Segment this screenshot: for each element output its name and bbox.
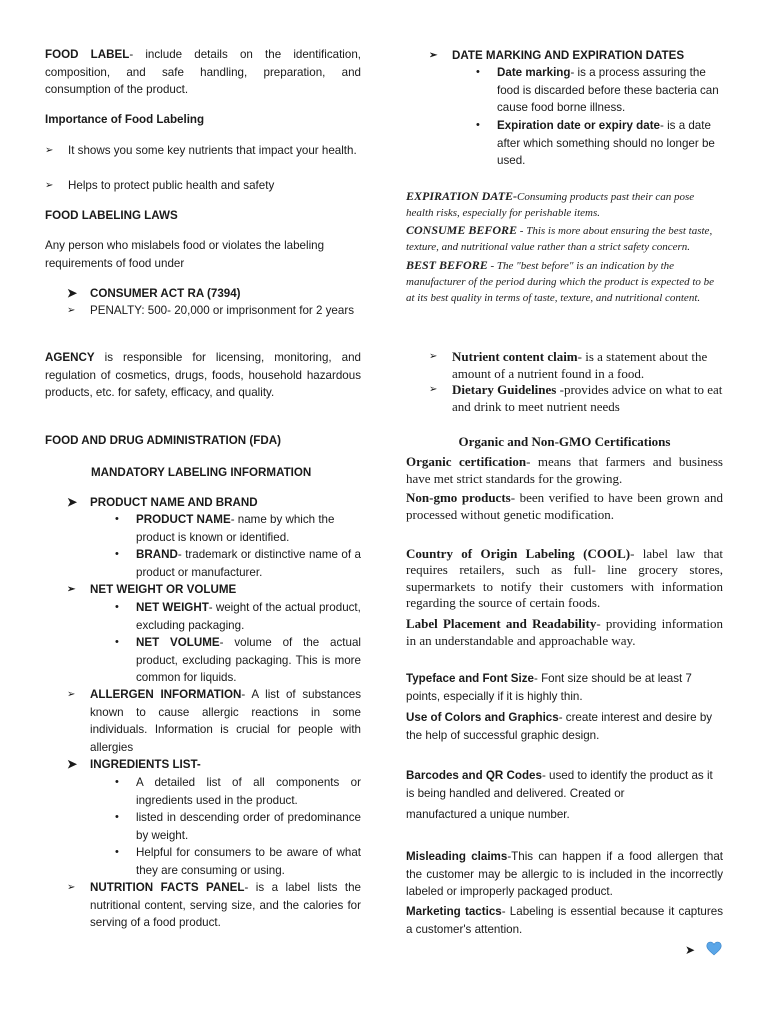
- bold-arrow-bullet-icon: ➤: [67, 757, 78, 771]
- bold-arrow-bullet-icon: ➤: [67, 286, 78, 300]
- placement-paragraph: Label Placement and Readability- providing information in an understandable and approachable way.: [406, 616, 723, 648]
- bold-arrow-bullet-icon: ➤: [685, 943, 696, 957]
- importance-item-1: ➢ It shows you some key nutrients that impact your health.: [68, 142, 361, 160]
- food-label-term: FOOD LABEL: [45, 48, 130, 61]
- typeface-paragraph: Typeface and Font Size- Font size should be at least 7 points, especially if it is highly thin.: [406, 672, 692, 703]
- fda-heading: FOOD AND DRUG ADMINISTRATION (FDA): [45, 434, 281, 447]
- net-volume-subitem: • NET VOLUME- volume of the actual product, excluding packaging. This is more common for liquids.: [115, 636, 361, 684]
- best-before-definition: BEST BEFORE - The "best before" is an indication by the manufacturer of the period during which the product is expected to be at its best quality in terms of taste, texture, and nutritional content.: [406, 258, 715, 304]
- nongmo-paragraph: Non-gmo products- been verified to have been grown and processed without genetic modification.: [406, 490, 723, 522]
- expiration-subitem: • Expiration date or expiry date- is a date after which something should no longer be used.: [476, 119, 715, 167]
- date-marking-subitem: • Date marking- is a process assuring the food is discarded before these bacteria can cause food borne illness.: [476, 66, 719, 114]
- ingredients-heading-item: ➤ INGREDIENTS LIST-: [90, 756, 361, 774]
- dot-bullet-icon: •: [476, 66, 480, 78]
- misleading-paragraph: Misleading claims-This can happen if a food allergen that the customer may be allergic to is included in the incorrectly labeled or improperly packaged product.: [406, 850, 723, 898]
- arrow-bullet-icon: ➢: [45, 145, 54, 156]
- dot-bullet-icon: •: [115, 636, 119, 648]
- net-weight-volume-item: ➢ NET WEIGHT OR VOLUME: [90, 581, 361, 599]
- dot-bullet-icon: •: [115, 548, 119, 560]
- ingredients-subitem-2: • listed in descending order of predominance by weight.: [115, 811, 361, 842]
- arrow-bullet-icon: ➢: [67, 882, 76, 893]
- ingredients-subitem-3: • Helpful for consumers to be aware of what they are consuming or using.: [115, 846, 361, 877]
- colors-paragraph: Use of Colors and Graphics- create interest and desire by the help of successful graphic design.: [406, 711, 713, 742]
- barcodes-paragraph: Barcodes and QR Codes- used to identify the product as it is being handled and delivered. Created or: [406, 769, 713, 800]
- product-name-brand-item: ➤ PRODUCT NAME AND BRAND: [90, 494, 361, 512]
- arrow-bullet-icon: ➢: [67, 689, 76, 700]
- organic-heading: Organic and Non-GMO Certifications: [458, 434, 671, 449]
- date-definitions-block: [406, 188, 722, 306]
- consumer-act-item: ➤ CONSUMER ACT RA (7394): [90, 285, 361, 303]
- dietary-guidelines-item: ➢ Dietary Guidelines -provides advice on what to eat and drink to meet nutrient needs: [429, 382, 723, 414]
- importance-heading: Importance of Food Labeling: [45, 113, 205, 126]
- marketing-paragraph: Marketing tactics- Labeling is essential because it captures a customer's attention.: [406, 905, 723, 936]
- arrow-bullet-icon: ➢: [429, 384, 438, 395]
- agency-paragraph: AGENCY is responsible for licensing, monitoring, and regulation of cosmetics, drugs, foods, household hazardous products, etc. for safety, efficacy, and quality.: [45, 351, 361, 399]
- arrow-bullet-icon: ➢: [67, 584, 76, 595]
- dot-bullet-icon: •: [476, 119, 480, 131]
- net-weight-subitem: • NET WEIGHT- weight of the actual product, excluding packaging.: [115, 601, 361, 632]
- laws-heading: FOOD LABELING LAWS: [45, 209, 178, 222]
- dot-bullet-icon: •: [115, 776, 119, 788]
- food-label-paragraph: [45, 46, 361, 99]
- arrow-bullet-icon: ➢: [429, 50, 438, 61]
- footer-icons: [685, 940, 725, 960]
- dot-bullet-icon: •: [115, 601, 119, 613]
- food-label-text: - include details on the identification, composition, and safe handling, preparation, and consumption of the product.: [45, 48, 361, 96]
- organic-paragraph: Organic certification- means that farmers and business have met strict standards for the growing.: [406, 454, 723, 486]
- consume-before-definition: CONSUME BEFORE - This is more about ensuring the best taste, texture, and nutritional value rather than a strict safety concern.: [406, 223, 713, 253]
- bold-arrow-bullet-icon: ➤: [67, 495, 78, 509]
- barcodes-paragraph-continued: manufactured a unique number.: [406, 808, 570, 821]
- ingredients-subitem-1: • A detailed list of all components or ingredients used in the product.: [115, 776, 361, 807]
- cool-paragraph: Country of Origin Labeling (COOL)- label law that requires retailers, such as full- line grocery stores, supermarkets to notify their customers with information regarding the source of certain foods.: [406, 546, 724, 610]
- laws-paragraph: Any person who mislabels food or violates the labeling requirements of food under: [45, 239, 325, 270]
- dot-bullet-icon: •: [115, 513, 119, 525]
- arrow-bullet-icon: ➢: [45, 180, 54, 191]
- expiration-date-definition: EXPIRATION DATE-Consuming products past their can pose health risks, especially for perishable items.: [406, 189, 695, 219]
- nutrition-facts-item: ➢ NUTRITION FACTS PANEL- is a label lists the nutritional content, serving size, and the calories for serving of a food product.: [67, 881, 361, 929]
- arrow-bullet-icon: ➢: [429, 351, 438, 362]
- brand-subitem: • BRAND- trademark or distinctive name of a product or manufacturer.: [115, 548, 361, 579]
- dot-bullet-icon: •: [115, 811, 119, 823]
- arrow-bullet-icon: ➢: [67, 305, 76, 316]
- mandatory-heading: MANDATORY LABELING INFORMATION: [91, 466, 312, 479]
- blue-heart-icon: [706, 941, 722, 956]
- product-name-subitem: • PRODUCT NAME- name by which the product is known or identified.: [115, 513, 335, 544]
- nutrient-claim-item: ➢ Nutrient content claim- is a statement about the amount of a nutrient found in a food.: [429, 349, 708, 381]
- penalty-item: ➢ PENALTY: 500- 20,000 or imprisonment for 2 years: [90, 302, 361, 320]
- importance-item-2: ➢ Helps to protect public health and safety: [68, 177, 361, 195]
- allergen-item: ➢ ALLERGEN INFORMATION- A list of substances known to cause allergic reactions in some individuals. Information is crucial for people with allergies: [67, 688, 362, 754]
- dot-bullet-icon: •: [115, 846, 119, 858]
- date-heading-item: ➢ DATE MARKING AND EXPIRATION DATES: [452, 47, 723, 65]
